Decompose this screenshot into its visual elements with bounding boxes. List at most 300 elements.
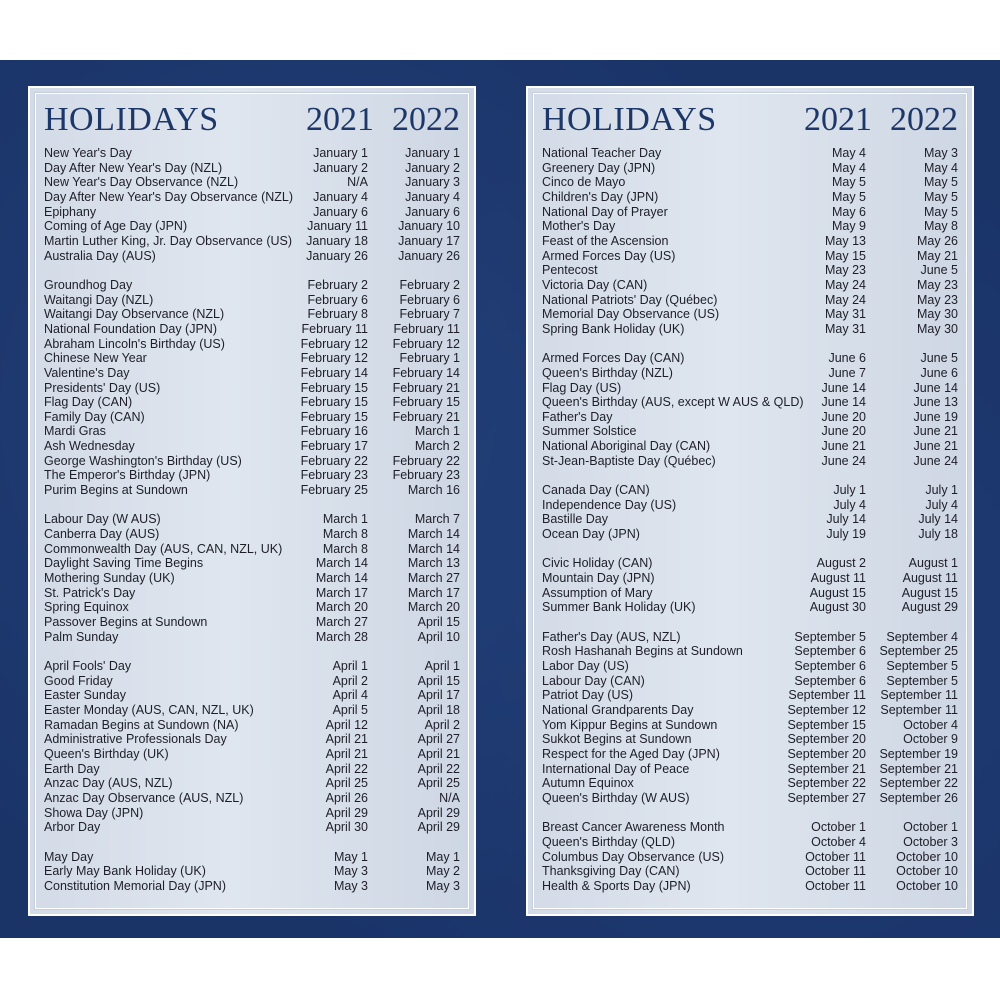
- holiday-name: Health & Sports Day (JPN): [542, 878, 691, 893]
- holiday-name: Cinco de Mayo: [542, 175, 626, 190]
- holiday-name: Memorial Day Observance (US): [542, 307, 720, 322]
- date-2022: June 24: [913, 453, 958, 468]
- date-2021: October 1: [811, 820, 866, 835]
- holiday-name: Victoria Day (CAN): [542, 277, 648, 292]
- date-2022: May 1: [425, 849, 460, 864]
- date-2021: April 29: [325, 805, 368, 820]
- date-2021: N/A: [347, 175, 368, 190]
- holiday-row: [542, 556, 958, 571]
- holiday-name: The Emperor's Birthday (JPN): [44, 468, 211, 483]
- date-2022: May 26: [917, 233, 958, 248]
- date-2022: October 9: [903, 732, 958, 747]
- date-2021: May 13: [825, 233, 866, 248]
- holiday-row: [542, 527, 958, 542]
- holiday-row: [542, 175, 958, 190]
- holiday-name: Ramadan Begins at Sundown (NA): [44, 717, 239, 732]
- date-2021: April 21: [325, 732, 368, 747]
- holiday-name: Thanksgiving Day (CAN): [542, 864, 680, 879]
- holiday-name: Family Day (CAN): [44, 409, 145, 424]
- holiday-name: Coming of Age Day (JPN): [44, 219, 188, 234]
- date-2021: March 14: [315, 571, 368, 586]
- holiday-name: Easter Monday (AUS, CAN, NZL, UK): [44, 702, 254, 717]
- holiday-name: Presidents' Day (US): [44, 380, 161, 395]
- holiday-row: [542, 512, 958, 527]
- holiday-row: [44, 395, 460, 410]
- date-2021: January 18: [306, 233, 368, 248]
- date-2022: May 5: [923, 189, 958, 204]
- date-2021: March 1: [322, 512, 368, 527]
- holiday-row: [44, 293, 460, 308]
- holiday-row: [542, 586, 958, 601]
- holiday-name: Chinese New Year: [44, 351, 147, 366]
- date-2021: February 23: [300, 468, 368, 483]
- holiday-name: St. Patrick's Day: [44, 585, 136, 600]
- holiday-name: National Foundation Day (JPN): [44, 321, 217, 336]
- holiday-row: [44, 542, 460, 557]
- holiday-name: Palm Sunday: [44, 629, 119, 644]
- date-2021: February 14: [300, 365, 368, 380]
- date-2021: May 9: [831, 219, 866, 234]
- holiday-row: [542, 249, 958, 264]
- date-2021: June 20: [821, 424, 866, 439]
- date-2022: June 14: [913, 380, 958, 395]
- date-2021: March 20: [315, 600, 368, 615]
- date-2021: July 19: [826, 527, 866, 542]
- date-2022: March 27: [407, 571, 460, 586]
- holiday-name: Waitangi Day Observance (NZL): [44, 307, 225, 322]
- holiday-row: [44, 879, 460, 894]
- holiday-name: Spring Bank Holiday (UK): [542, 321, 685, 336]
- holiday-name: Daylight Saving Time Begins: [44, 556, 204, 571]
- date-2022: September 11: [880, 688, 958, 703]
- holiday-row: [542, 395, 958, 410]
- holiday-name: Summer Solstice: [542, 424, 637, 439]
- holiday-name: National Patriots' Day (Québec): [542, 292, 718, 307]
- date-2022: August 1: [908, 556, 958, 571]
- date-2021: March 8: [322, 527, 368, 542]
- date-2022: February 21: [392, 380, 460, 395]
- date-2021: May 24: [825, 277, 866, 292]
- holiday-name: Constitution Memorial Day (JPN): [44, 878, 226, 893]
- left-page-header: [44, 100, 460, 140]
- holiday-row: [542, 776, 958, 791]
- date-2022: June 5: [920, 263, 958, 278]
- holiday-row: [542, 351, 958, 366]
- holiday-name: Anzac Day (AUS, NZL): [44, 776, 173, 791]
- date-2021: February 2: [307, 277, 368, 292]
- holiday-row: [44, 337, 460, 352]
- holiday-row: [542, 205, 958, 220]
- date-2022: April 1: [424, 658, 460, 673]
- holiday-row: [542, 307, 958, 322]
- date-2021: May 5: [831, 189, 866, 204]
- holiday-name: Pentecost: [542, 263, 598, 278]
- date-2022: March 17: [407, 585, 460, 600]
- date-2021: January 1: [313, 146, 368, 160]
- holiday-row: [542, 146, 958, 161]
- holiday-name: Epiphany: [44, 204, 97, 219]
- date-2021: March 27: [315, 615, 368, 629]
- date-2021: August 11: [810, 571, 866, 586]
- holiday-row: [542, 718, 958, 733]
- date-2021: April 4: [332, 688, 368, 703]
- date-2021: April 26: [325, 790, 368, 805]
- left-page: [28, 86, 476, 916]
- holiday-row: [542, 571, 958, 586]
- date-2022: March 14: [407, 527, 460, 542]
- holiday-row: [542, 161, 958, 176]
- holiday-row: [542, 791, 958, 806]
- date-2021: February 15: [300, 380, 368, 395]
- date-2021: May 3: [333, 878, 368, 893]
- date-2022: March 16: [407, 483, 460, 498]
- date-2022: October 3: [903, 834, 958, 849]
- date-2022: May 30: [917, 307, 958, 322]
- holiday-name: Arbor Day: [44, 820, 101, 835]
- holiday-row: [44, 146, 460, 161]
- date-2021: October 4: [811, 834, 866, 849]
- date-2021: September 5: [794, 629, 866, 644]
- holiday-name: Mardi Gras: [44, 424, 106, 439]
- holiday-row: [44, 439, 460, 454]
- date-2021: April 25: [325, 776, 368, 791]
- holiday-name: Independence Day (US): [542, 497, 677, 512]
- holiday-name: Father's Day: [542, 409, 613, 424]
- date-2021: February 12: [300, 351, 368, 366]
- holiday-row: [44, 732, 460, 747]
- holiday-row: [542, 439, 958, 454]
- holiday-list-right: [542, 146, 958, 893]
- date-2021: February 15: [300, 409, 368, 424]
- date-2021: March 8: [322, 541, 368, 556]
- holiday-name: Good Friday: [44, 673, 113, 688]
- holiday-name: Rosh Hashanah Begins at Sundown: [542, 644, 743, 659]
- holiday-row: [44, 190, 460, 205]
- holiday-name: Queen's Birthday (W AUS): [542, 790, 690, 805]
- date-2021: August 2: [816, 556, 866, 571]
- date-2021: September 11: [788, 688, 866, 703]
- holiday-row: [542, 600, 958, 615]
- date-2021: February 12: [300, 336, 368, 351]
- holiday-name: Autumn Equinox: [542, 776, 634, 791]
- holiday-name: Columbus Day Observance (US): [542, 849, 725, 864]
- date-2021: January 4: [313, 189, 368, 204]
- date-2022: February 6: [399, 292, 460, 307]
- date-2022: April 27: [417, 732, 460, 747]
- date-2022: March 1: [414, 424, 460, 439]
- holiday-row: [44, 600, 460, 615]
- date-2021: July 1: [833, 483, 866, 498]
- holiday-name: Summer Bank Holiday (UK): [542, 600, 696, 615]
- holiday-name: Queen's Birthday (QLD): [542, 834, 675, 849]
- date-2022: January 4: [405, 189, 460, 204]
- holiday-row: [542, 688, 958, 703]
- date-2022: September 19: [879, 746, 958, 761]
- date-2022: February 22: [392, 453, 460, 468]
- date-2022: May 30: [917, 321, 958, 336]
- date-2021: February 15: [300, 395, 368, 410]
- date-2021: August 30: [809, 600, 866, 615]
- holiday-row: [542, 454, 958, 469]
- date-2021: May 3: [333, 864, 368, 879]
- holiday-row: [44, 586, 460, 601]
- holiday-row: [542, 483, 958, 498]
- holiday-name: Easter Sunday: [44, 688, 126, 703]
- date-2021: May 24: [825, 292, 866, 307]
- holiday-name: National Day of Prayer: [542, 204, 668, 219]
- holiday-name: National Aboriginal Day (CAN): [542, 439, 711, 454]
- holiday-row: [44, 630, 460, 645]
- date-2022: September 4: [886, 629, 958, 644]
- date-2021: April 5: [332, 702, 368, 717]
- date-2021: January 6: [313, 204, 368, 219]
- date-2022: January 2: [405, 160, 460, 175]
- holiday-row: [44, 161, 460, 176]
- date-2021: October 11: [805, 849, 866, 864]
- date-2022: April 29: [417, 820, 460, 835]
- holiday-row: [44, 483, 460, 498]
- holiday-row: [44, 864, 460, 879]
- holiday-row: [44, 424, 460, 439]
- date-2022: October 1: [903, 820, 958, 835]
- date-2022: June 6: [920, 365, 958, 380]
- date-2021: April 30: [325, 820, 368, 835]
- date-2021: May 6: [831, 204, 866, 219]
- date-2022: September 21: [879, 761, 958, 776]
- holiday-row: [542, 850, 958, 865]
- date-2022: January 26: [398, 248, 460, 263]
- holiday-name: Labor Day (US): [542, 658, 629, 673]
- date-2021: September 6: [794, 673, 866, 688]
- holiday-name: Earth Day: [44, 761, 100, 776]
- date-2022: March 13: [407, 556, 460, 571]
- holiday-row: [44, 351, 460, 366]
- date-2022: September 5: [886, 658, 958, 673]
- holiday-name: Armed Forces Day (CAN): [542, 351, 685, 366]
- holiday-name: Mothering Sunday (UK): [44, 571, 175, 586]
- date-2021: February 11: [301, 321, 368, 336]
- holiday-name: International Day of Peace: [542, 761, 690, 776]
- holiday-name: Australia Day (AUS): [44, 248, 156, 263]
- date-2021: September 21: [787, 761, 866, 776]
- date-2022: May 3: [923, 146, 958, 160]
- date-2021: October 11: [805, 864, 866, 879]
- holiday-row: [542, 263, 958, 278]
- page-title: HOLIDAYS: [44, 101, 219, 138]
- date-2021: May 31: [825, 307, 866, 322]
- date-2022: January 17: [398, 233, 460, 248]
- holiday-row: [44, 175, 460, 190]
- date-2022: April 21: [417, 746, 460, 761]
- holiday-row: [44, 249, 460, 264]
- date-2021: May 5: [831, 175, 866, 190]
- date-2022: July 1: [925, 483, 958, 498]
- holiday-row: [542, 424, 958, 439]
- date-2022: April 15: [417, 673, 460, 688]
- holiday-name: Queen's Birthday (UK): [44, 746, 169, 761]
- date-2022: April 15: [417, 615, 460, 629]
- holiday-name: Queen's Birthday (NZL): [542, 365, 673, 380]
- holiday-name: Respect for the Aged Day (JPN): [542, 746, 720, 761]
- holiday-row: [44, 820, 460, 835]
- date-2022: September 25: [879, 644, 958, 659]
- date-2022: May 5: [923, 175, 958, 190]
- right-page: [526, 86, 974, 916]
- date-2021: March 17: [315, 585, 368, 600]
- date-2022: May 5: [923, 204, 958, 219]
- date-2022: April 25: [417, 776, 460, 791]
- holiday-row: [44, 615, 460, 630]
- date-2021: October 11: [805, 878, 866, 893]
- holiday-row: [44, 762, 460, 777]
- holiday-name: Flag Day (US): [542, 380, 622, 395]
- holiday-row: [44, 205, 460, 220]
- date-2021: March 28: [315, 629, 368, 644]
- date-2021: June 20: [821, 409, 866, 424]
- holiday-name: Queen's Birthday (AUS, except W AUS & QLD): [542, 395, 804, 410]
- date-2021: February 8: [307, 307, 368, 322]
- holiday-row: [542, 410, 958, 425]
- date-2022: April 29: [417, 805, 460, 820]
- date-2022: January 1: [405, 146, 460, 160]
- year-2021-heading: 2021: [804, 101, 872, 138]
- holiday-row: [44, 322, 460, 337]
- holiday-name: New Year's Day Observance (NZL): [44, 175, 239, 190]
- year-2022-heading: 2022: [890, 101, 958, 138]
- date-2022: May 3: [425, 878, 460, 893]
- date-2022: April 17: [417, 688, 460, 703]
- holiday-name: Martin Luther King, Jr. Day Observance (US): [44, 233, 293, 248]
- date-2022: August 29: [901, 600, 958, 615]
- holiday-name: Purim Begins at Sundown: [44, 483, 188, 498]
- holiday-name: National Grandparents Day: [542, 702, 694, 717]
- holiday-row: [44, 219, 460, 234]
- date-2022: September 5: [886, 673, 958, 688]
- holiday-row: [44, 366, 460, 381]
- year-2021-heading: 2021: [306, 101, 374, 138]
- date-2022: February 7: [399, 307, 460, 322]
- date-2021: June 6: [828, 351, 866, 366]
- date-2022: April 22: [417, 761, 460, 776]
- holiday-name: Passover Begins at Sundown: [44, 615, 208, 629]
- holiday-name: Breast Cancer Awareness Month: [542, 820, 725, 835]
- holiday-row: [44, 776, 460, 791]
- date-2022: May 23: [917, 292, 958, 307]
- holiday-row: [542, 278, 958, 293]
- holiday-name: Flag Day (CAN): [44, 395, 133, 410]
- date-2021: May 23: [825, 263, 866, 278]
- holiday-name: St-Jean-Baptiste Day (Québec): [542, 453, 716, 468]
- holiday-row: [542, 703, 958, 718]
- holiday-row: [542, 864, 958, 879]
- date-2022: October 4: [903, 717, 958, 732]
- date-2021: April 12: [325, 717, 368, 732]
- holiday-name: Ash Wednesday: [44, 439, 135, 454]
- holiday-row: [44, 454, 460, 469]
- holiday-name: Sukkot Begins at Sundown: [542, 732, 692, 747]
- date-2022: July 18: [918, 527, 958, 542]
- holiday-row: [542, 219, 958, 234]
- holiday-row: [44, 410, 460, 425]
- holiday-name: Groundhog Day: [44, 277, 133, 292]
- date-2021: September 20: [787, 746, 866, 761]
- date-2021: February 22: [300, 453, 368, 468]
- date-2022: June 21: [913, 424, 958, 439]
- date-2022: March 20: [407, 600, 460, 615]
- date-2022: September 26: [879, 790, 958, 805]
- holiday-name: Feast of the Ascension: [542, 233, 669, 248]
- holiday-row: [44, 527, 460, 542]
- holiday-name: Assumption of Mary: [542, 585, 653, 600]
- holiday-name: Canada Day (CAN): [542, 483, 650, 498]
- holiday-row: [542, 190, 958, 205]
- date-2021: September 6: [794, 644, 866, 659]
- date-2022: May 4: [923, 160, 958, 175]
- holiday-name: Abraham Lincoln's Birthday (US): [44, 336, 225, 351]
- date-2022: January 10: [398, 219, 460, 234]
- date-2021: February 25: [300, 483, 368, 498]
- holiday-row: [44, 468, 460, 483]
- date-2022: June 19: [913, 409, 958, 424]
- holiday-name: Bastille Day: [542, 512, 608, 527]
- holiday-name: Mother's Day: [542, 219, 616, 234]
- date-2022: April 18: [417, 702, 460, 717]
- date-2022: February 2: [399, 277, 460, 292]
- holiday-row: [542, 762, 958, 777]
- date-2021: June 14: [821, 380, 866, 395]
- date-2022: March 7: [414, 512, 460, 527]
- date-2022: September 22: [879, 776, 958, 791]
- date-2021: March 14: [315, 556, 368, 571]
- date-2022: October 10: [896, 864, 958, 879]
- holiday-row: [542, 820, 958, 835]
- date-2021: May 15: [825, 248, 866, 263]
- date-2022: January 3: [405, 175, 460, 190]
- holiday-name: Administrative Professionals Day: [44, 732, 227, 747]
- date-2021: September 22: [787, 776, 866, 791]
- holiday-name: Children's Day (JPN): [542, 189, 659, 204]
- holiday-name: Ocean Day (JPN): [542, 527, 640, 542]
- date-2021: February 17: [300, 439, 368, 454]
- date-2022: April 10: [417, 629, 460, 644]
- holiday-row: [542, 234, 958, 249]
- holiday-name: Waitangi Day (NZL): [44, 292, 154, 307]
- date-2022: August 11: [902, 571, 958, 586]
- holiday-name: Mountain Day (JPN): [542, 571, 655, 586]
- holiday-row: [542, 322, 958, 337]
- holiday-row: [44, 556, 460, 571]
- holiday-name: Spring Equinox: [44, 600, 129, 615]
- date-2022: May 23: [917, 277, 958, 292]
- holiday-name: Patriot Day (US): [542, 688, 633, 703]
- holiday-row: [44, 806, 460, 821]
- date-2021: May 4: [831, 146, 866, 160]
- date-2021: April 1: [332, 658, 368, 673]
- holiday-row: [44, 703, 460, 718]
- date-2021: January 26: [306, 248, 368, 263]
- date-2022: September 11: [880, 702, 958, 717]
- holiday-list-left: [44, 146, 460, 893]
- date-2021: February 6: [307, 292, 368, 307]
- holiday-name: Civic Holiday (CAN): [542, 556, 653, 571]
- holiday-name: April Fools' Day: [44, 658, 132, 673]
- holiday-row: [542, 835, 958, 850]
- date-2022: March 14: [407, 541, 460, 556]
- holiday-row: [44, 278, 460, 293]
- right-page-header: [542, 100, 958, 140]
- date-2022: January 6: [405, 204, 460, 219]
- holiday-name: Greenery Day (JPN): [542, 160, 656, 175]
